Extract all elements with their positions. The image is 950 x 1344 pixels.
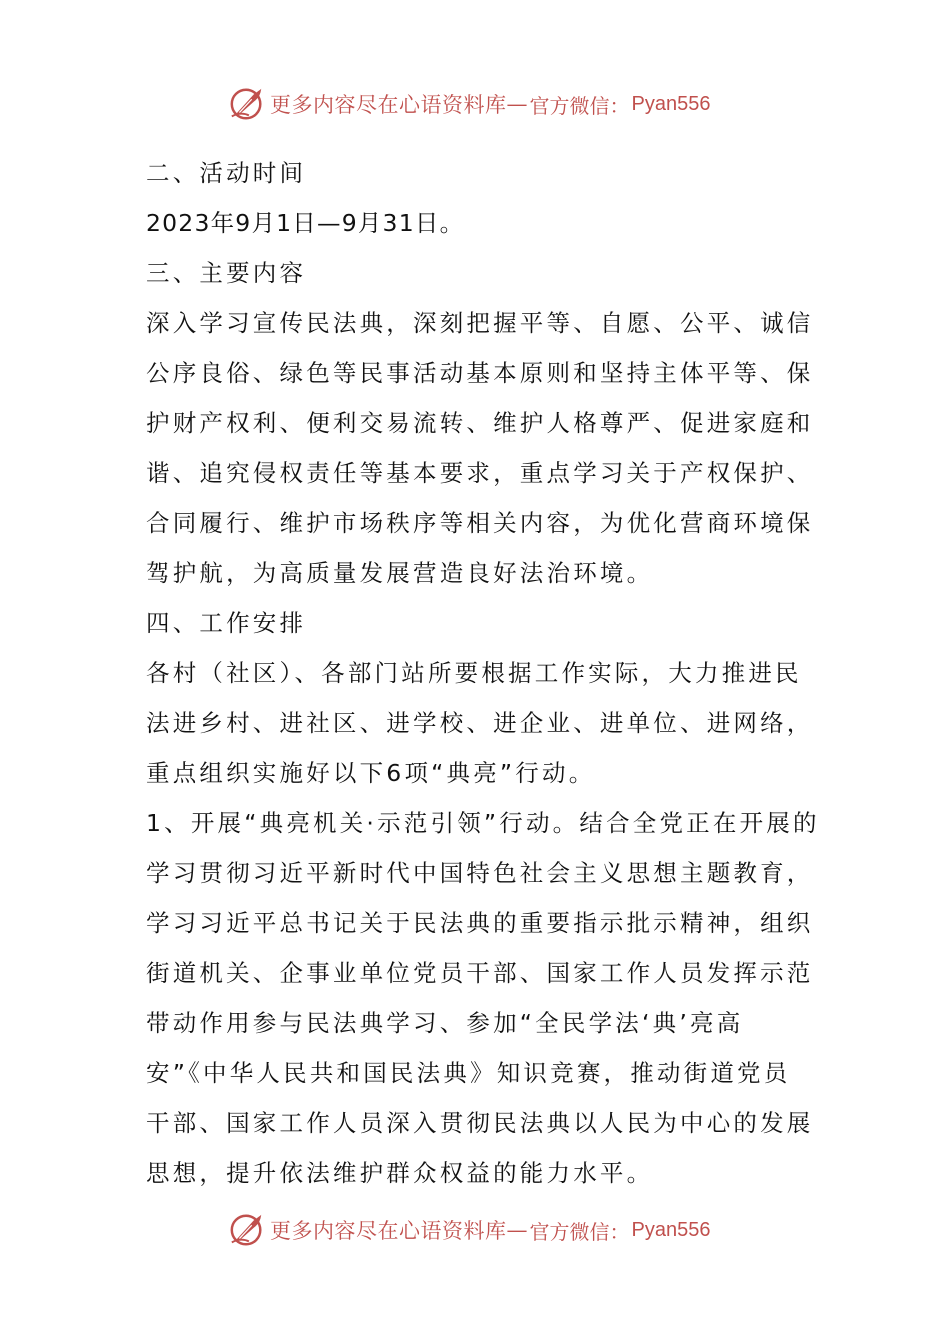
paragraph-line: 谐、追究侵权责任等基本要求，重点学习关于产权保护、: [146, 459, 814, 487]
document-body: [146, 148, 820, 1198]
paragraph-line: 重点组织实施好以下6项“典亮”行动。: [146, 759, 596, 787]
paragraph-line: 1、开展“典亮机关·示范引领”行动。结合全党正在开展的: [146, 809, 820, 837]
paragraph-line: 带动作用参与民法典学习、参加“全民学法‘典’亮高: [146, 1009, 744, 1037]
quill-logo-icon: [228, 85, 266, 123]
paragraph-line: 深入学习宣传民法典，深刻把握平等、自愿、公平、诚信: [146, 309, 814, 337]
paragraph-line: 法进乡村、进社区、进学校、进企业、进单位、进网络，: [146, 709, 814, 737]
paragraph-line: 学习习近平总书记关于民法典的重要指示批示精神，组织: [146, 909, 814, 937]
section-heading-time: 二、活动时间: [146, 159, 307, 187]
banner-wechat-id: Pyan556: [631, 1218, 711, 1241]
section-heading-content: 三、主要内容: [146, 259, 307, 287]
paragraph-line: 各村（社区）、各部门站所要根据工作实际，大力推进民: [146, 659, 802, 687]
quill-logo-icon: [228, 1211, 266, 1249]
paragraph-line: 驾护航，为高质量发展营造良好法治环境。: [146, 559, 654, 587]
header-banner: [228, 84, 710, 124]
banner-official-label: 官方微信：: [529, 1219, 630, 1244]
paragraph-line: 街道机关、企事业单位党员干部、国家工作人员发挥示范: [146, 959, 814, 987]
footer-banner: [228, 1210, 710, 1250]
activity-date: 2023年9月1日—9月31日。: [146, 209, 465, 237]
banner-main-text: 更多内容尽在心语资料库: [270, 1219, 507, 1243]
paragraph-line: 公序良俗、绿色等民事活动基本原则和坚持主体平等、保: [146, 359, 814, 387]
banner-main-text: 更多内容尽在心语资料库: [270, 93, 507, 117]
paragraph-line: 安”《中华人民共和国民法典》知识竞赛，推动街道党员: [146, 1059, 791, 1087]
paragraph-line: 护财产权利、便利交易流转、维护人格尊严、促进家庭和: [146, 409, 814, 437]
paragraph-line: 合同履行、维护市场秩序等相关内容，为优化营商环境保: [146, 509, 814, 537]
section-heading-arrangement: 四、工作安排: [146, 609, 307, 637]
banner-dash: —: [506, 1218, 528, 1242]
banner-official-label: 官方微信：: [529, 93, 630, 118]
banner-wechat-id: Pyan556: [631, 92, 711, 115]
banner-dash: —: [506, 92, 528, 116]
paragraph-line: 学习贯彻习近平新时代中国特色社会主义思想主题教育，: [146, 859, 814, 887]
paragraph-line: 思想，提升依法维护群众权益的能力水平。: [146, 1159, 654, 1187]
paragraph-line: 干部、国家工作人员深入贯彻民法典以人民为中心的发展: [146, 1109, 814, 1137]
